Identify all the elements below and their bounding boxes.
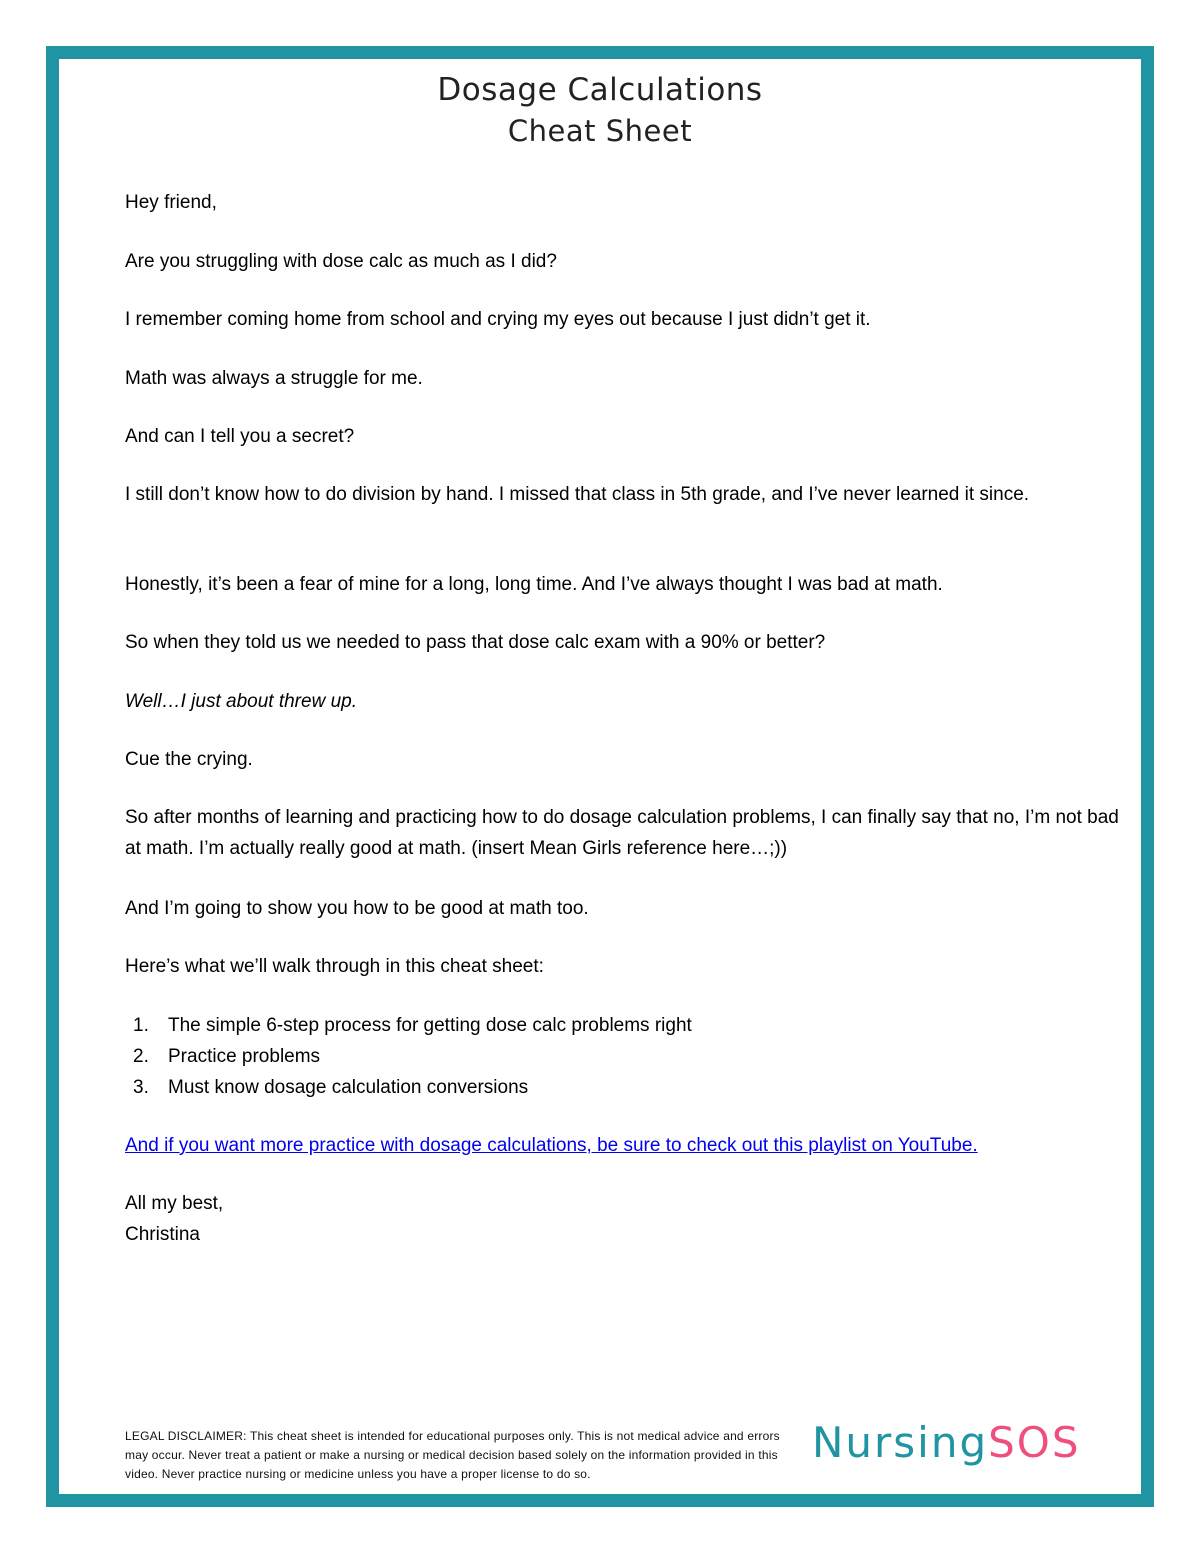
logo-sos-text: SOS	[988, 1418, 1081, 1467]
paragraph-8: Well…I just about threw up.	[125, 691, 357, 712]
list-item-number: 1.	[133, 1015, 149, 1036]
greeting: Hey friend,	[125, 192, 217, 213]
paragraph-1: Are you struggling with dose calc as much as I did?	[125, 251, 557, 272]
list-item-number: 2.	[133, 1046, 149, 1067]
list-item-text: Must know dosage calculation conversions	[168, 1077, 529, 1098]
paragraph-2: I remember coming home from school and crying my eyes out because I just didn’t get it.	[125, 309, 871, 330]
paragraph-9: Cue the crying.	[125, 749, 253, 770]
paragraph-4: And can I tell you a secret?	[125, 426, 355, 447]
paragraph-10: So after months of learning and practicing how to do dosage calculation problems, I can finally say that no, I’m not bad at math. I’m actually really good at math. (insert Mean Girls reference here…;))	[125, 807, 1119, 859]
paragraph-5: I still don’t know how to do division by hand. I missed that class in 5th grade, and I’ve never learned it since.	[125, 484, 1030, 505]
paragraph-12: Here’s what we’ll walk through in this cheat sheet:	[125, 956, 544, 977]
list-item-number: 3.	[133, 1077, 149, 1098]
signature: Christina	[125, 1224, 200, 1245]
page-title: Dosage Calculations	[437, 72, 763, 108]
paragraph-7: So when they told us we needed to pass that dose calc exam with a 90% or better?	[125, 632, 826, 653]
list-item	[125, 1041, 692, 1072]
list-item-text: Practice problems	[168, 1046, 321, 1067]
page-subtitle: Cheat Sheet	[507, 114, 693, 148]
list-item	[125, 1010, 692, 1041]
contents-list	[125, 1010, 692, 1103]
logo-nursing-text: Nursing	[812, 1418, 989, 1467]
list-item-text: The simple 6-step process for getting dose calc problems right	[168, 1015, 692, 1036]
youtube-playlist-link[interactable]: And if you want more practice with dosage calculations, be sure to check out this playlist on YouTube.	[125, 1135, 978, 1156]
paragraph-3: Math was always a struggle for me.	[125, 368, 423, 389]
paragraph-6: Honestly, it’s been a fear of mine for a long, long time. And I’ve always thought I was bad at math.	[125, 574, 943, 595]
list-item	[125, 1072, 692, 1103]
nursingsos-logo	[812, 1418, 1081, 1467]
legal-disclaimer: LEGAL DISCLAIMER: This cheat sheet is intended for educational purposes only. This is not medical advice and errors may occur. Never treat a patient or make a nursing or medical decision based solely on the information provided in this video. Never practice nursing or medicine unless you have a proper license to do so.	[125, 1429, 780, 1481]
paragraph-11: And I’m going to show you how to be good at math too.	[125, 898, 589, 919]
signoff: All my best,	[125, 1193, 224, 1214]
